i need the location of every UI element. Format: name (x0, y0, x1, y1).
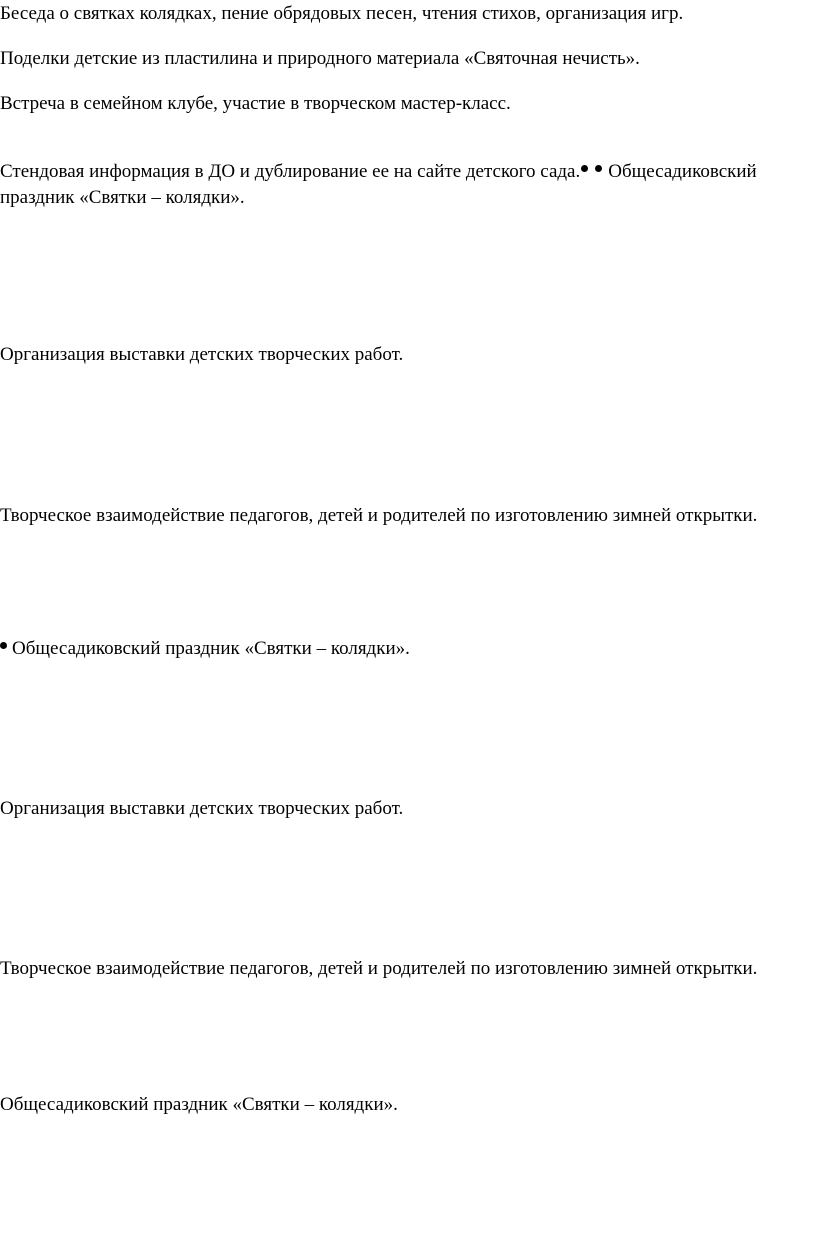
paragraph-text: Встреча в семейном клубе, участие в творческом мастер-класс. (0, 93, 511, 114)
paragraph-crafts (0, 46, 812, 72)
bullet-icon (581, 165, 588, 172)
paragraph-holiday (0, 1092, 812, 1118)
bullet-icon (595, 165, 602, 172)
paragraph-text: Творческое взаимодействие педагогов, детей и родителей по изготовлению зимней открытки. (0, 958, 758, 979)
paragraph-exhibition (0, 342, 812, 368)
paragraph-conversation-carols (0, 1, 812, 27)
paragraph-text: Организация выставки детских творческих работ. (0, 798, 404, 819)
paragraph-exhibition (0, 796, 812, 822)
paragraph-text: Общесадиковский праздник «Святки – колядки». (12, 638, 410, 659)
paragraph-stand-info (0, 159, 812, 211)
paragraph-family-club (0, 91, 812, 117)
paragraph-text: Творческое взаимодействие педагогов, детей и родителей по изготовлению зимней открытки. (0, 505, 758, 526)
paragraph-text: Общесадиковский праздник «Святки – колядки». (0, 161, 757, 208)
paragraph-winter-card (0, 503, 812, 529)
paragraph-text: Беседа о святках колядках, пение обрядовых песен, чтения стихов, организация игр. (0, 3, 684, 24)
paragraph-text: Организация выставки детских творческих работ. (0, 344, 404, 365)
paragraph-text: Стендовая информация в ДО и дублирование ее на сайте детского сада. (0, 161, 581, 182)
paragraph-winter-card (0, 956, 812, 982)
bullet-icon (0, 642, 7, 649)
paragraph-text: Поделки детские из пластилина и природного материала «Святочная нечисть». (0, 48, 640, 69)
paragraph-holiday (0, 636, 812, 662)
paragraph-text: Общесадиковский праздник «Святки – колядки». (0, 1094, 398, 1115)
